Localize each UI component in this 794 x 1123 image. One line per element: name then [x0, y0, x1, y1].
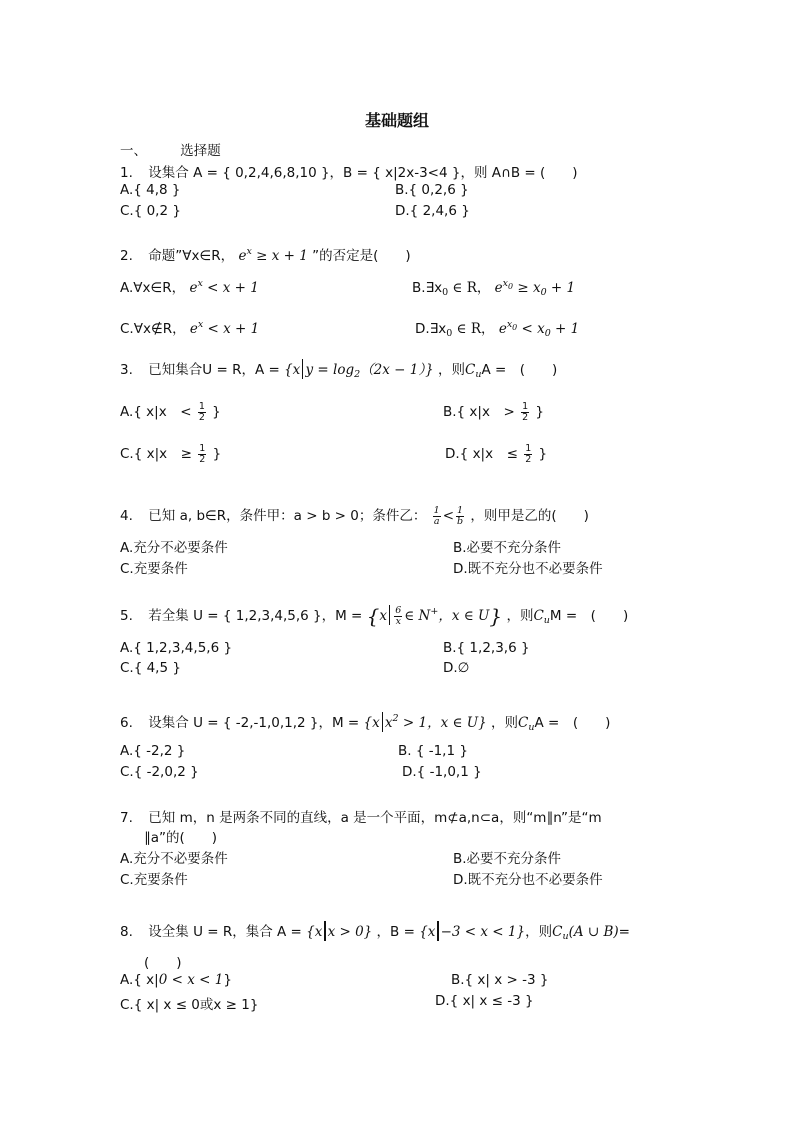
q1-option-a: A.{ 4,8 }	[120, 182, 181, 198]
q1-option-b: B.{ 0,2,6 }	[395, 182, 469, 198]
question-text-post: ，则甲是乙的( )	[470, 508, 589, 524]
q4-option-a: A.充分不必要条件	[120, 540, 228, 556]
page-title: 基础题组	[364, 111, 429, 130]
question-number: 6.	[120, 715, 133, 731]
question-text-pre: 若全集 U = { 1,2,3,4,5,6 }，M =	[148, 608, 363, 624]
question-number: 1.	[120, 165, 133, 181]
option-label: B.{ x|x >	[443, 404, 515, 420]
question-number: 7.	[120, 810, 133, 826]
q6-set-formula: {x $x^2 > 1$，x ∈ U}	[363, 713, 487, 731]
fraction: $\frac{1}{2}$	[198, 400, 205, 423]
q4-inequality: $\frac{1}{a}$ < $\frac{1}{b}$	[433, 505, 464, 527]
question-text-pre: 已知集合U = R，A =	[148, 362, 280, 378]
fraction: $\frac{1}{2}$	[199, 442, 206, 465]
question-6: 6. 设集合 U = { -2,-1,0,1,2 }，M = {x $x^2 > 1$，x ∈ U} ，则$C_uA$ = ( )	[120, 713, 611, 733]
question-1	[120, 161, 578, 181]
question-text-post: ，则	[437, 362, 465, 378]
question-8-continued: ( )	[144, 955, 182, 971]
question-text-pre: 命题”∀x∈R，	[148, 248, 235, 264]
option-label: C.∀x∉R，	[120, 321, 186, 337]
q3-set-formula: {x $y = \log_2(2x - 1)$}	[284, 362, 434, 378]
option-label: D.∃x	[415, 321, 447, 337]
question-number: 2.	[120, 248, 133, 264]
q5-option-a: A.{ 1,2,3,4,5,6 }	[120, 640, 233, 656]
question-number: 5.	[120, 608, 133, 624]
q2-formula: $e^x \ge x + 1$	[238, 246, 308, 264]
q7-option-a: A.充分不必要条件	[120, 851, 228, 867]
q8-option-a: A.{ x|0 < x < 1}	[120, 972, 232, 988]
section-number: 一、	[120, 143, 147, 159]
q7-option-b: B.必要不充分条件	[453, 851, 562, 867]
option-label: B.∃x	[412, 280, 443, 296]
question-text-tail: =	[618, 924, 630, 940]
q8-set-a: {x x > 0}	[306, 924, 372, 940]
q6-option-b: B. { -1,1 }	[398, 743, 468, 759]
section-label: 选择题	[180, 143, 221, 159]
question-4	[120, 504, 589, 527]
q8-option-c: C.{ x| x ≤ 0或x ≥ 1}	[120, 997, 259, 1013]
question-text-post: ，则	[525, 924, 553, 940]
question-number: 3.	[120, 362, 133, 378]
q7-option-d: D.既不充分也不必要条件	[453, 872, 603, 888]
question-8: 8. 设全集 U = R，集合 A = {x x > 0} ，B = {x −3 < x < 1}，则$C_u(A$ ∪ B)=	[120, 920, 630, 942]
fraction: $\frac{1}{2}$	[525, 442, 532, 465]
question-2	[120, 244, 411, 264]
q5-option-b: B.{ 1,2,3,6 }	[443, 640, 530, 656]
q2-option-a: A.∀x∈R， $e^x < x + 1$	[120, 278, 259, 296]
q8-option-d: D.{ x| x ≤ -3 }	[435, 993, 534, 1009]
q4-option-b: B.必要不充分条件	[453, 540, 562, 556]
q1-option-d: D.{ 2,4,6 }	[395, 203, 470, 219]
question-number: 4.	[120, 508, 133, 524]
question-text-pre: 设集合 U = { -2,-1,0,1,2 }，M =	[148, 715, 360, 731]
question-number: 8.	[120, 924, 133, 940]
question-text-tail: A = ( )	[534, 715, 611, 731]
q5-option-c: C.{ 4,5 }	[120, 660, 181, 676]
question-text-line1: 已知 m，n 是两条不同的直线，a 是一个平面，m⊄a,n⊂a，则“m∥n”是“m	[148, 810, 602, 826]
option-label: D.{ x|x ≤	[445, 446, 518, 462]
question-text-mid: ，B =	[376, 924, 415, 940]
q1-option-c: C.{ 0,2 }	[120, 203, 181, 219]
q8-option-b: B.{ x| x > -3 }	[451, 972, 549, 988]
fraction: $\frac{1}{2}$	[522, 400, 529, 423]
q6-option-c: C.{ -2,0,2 }	[120, 764, 199, 780]
question-text-tail: A = ( )	[481, 362, 558, 378]
question-text-post: ，则	[506, 608, 534, 624]
question-text-post: ”的否定是( )	[312, 248, 411, 264]
q2-option-d: $D.\exists x_0$ ∈ R， $e^{x_0} < x_0 + 1$	[415, 319, 580, 339]
q6-option-a: A.{ -2,2 }	[120, 743, 186, 759]
q5-option-d: D.∅	[443, 660, 470, 676]
q4-option-c: C.充要条件	[120, 561, 188, 577]
option-label: A.{ x|x <	[120, 404, 192, 420]
option-label: A.∀x∈R，	[120, 280, 186, 296]
q6-option-d: D.{ -1,0,1 }	[402, 764, 482, 780]
q2-option-b: $B.\exists x_0$ ∈ R， $e^{x_0} \ge x_0 + 1$	[412, 278, 576, 298]
q4-option-d: D.既不充分也不必要条件	[453, 561, 603, 577]
section-heading	[120, 139, 221, 159]
q3-option-c: C.{ x|x ≥ $\frac{1}{2}$ }	[120, 442, 222, 465]
question-text-tail: M = ( )	[549, 608, 629, 624]
q5-set-formula: {x $\frac{6}{x}$ ∈ N+，x ∈ U}	[366, 604, 503, 628]
question-text-pre: 已知 a, b∈R，条件甲：a > b > 0；条件乙：	[148, 508, 427, 524]
option-label: C.{ x|x ≥	[120, 446, 192, 462]
question-text: 设集合 A = { 0,2,4,6,8,10 }，B = { x|2x-3<4 }，则 A∩B = ( )	[148, 165, 578, 181]
question-5: 5. 若全集 U = { 1,2,3,4,5,6 }，M = {x $\frac{6}{x}$ ∈ N+，x ∈ U} ，则$C_uM$ = ( )	[120, 604, 629, 628]
q3-option-b: B.{ x|x > $\frac{1}{2}$ }	[443, 400, 545, 423]
q7-option-c: C.充要条件	[120, 872, 188, 888]
question-3: 3. 已知集合U = R，A = {x $y = \log_2(2x - 1)$} ，则$C_uA$ = ( )	[120, 358, 557, 380]
q2-option-c: C.∀x∉R， $e^x < x + 1$	[120, 319, 260, 337]
option-label: A.{ x|	[120, 972, 159, 988]
q3-option-a: A.{ x|x < $\frac{1}{2}$ }	[120, 400, 221, 423]
q3-option-d: D.{ x|x ≤ $\frac{1}{2}$ }	[445, 442, 548, 465]
q8-set-b: {x −3 < x < 1}	[419, 924, 525, 940]
question-text-pre: 设全集 U = R，集合 A =	[148, 924, 302, 940]
question-text-post: ，则	[491, 715, 519, 731]
question-7-continued: ∥a”的( )	[144, 830, 218, 846]
question-7	[120, 806, 602, 826]
